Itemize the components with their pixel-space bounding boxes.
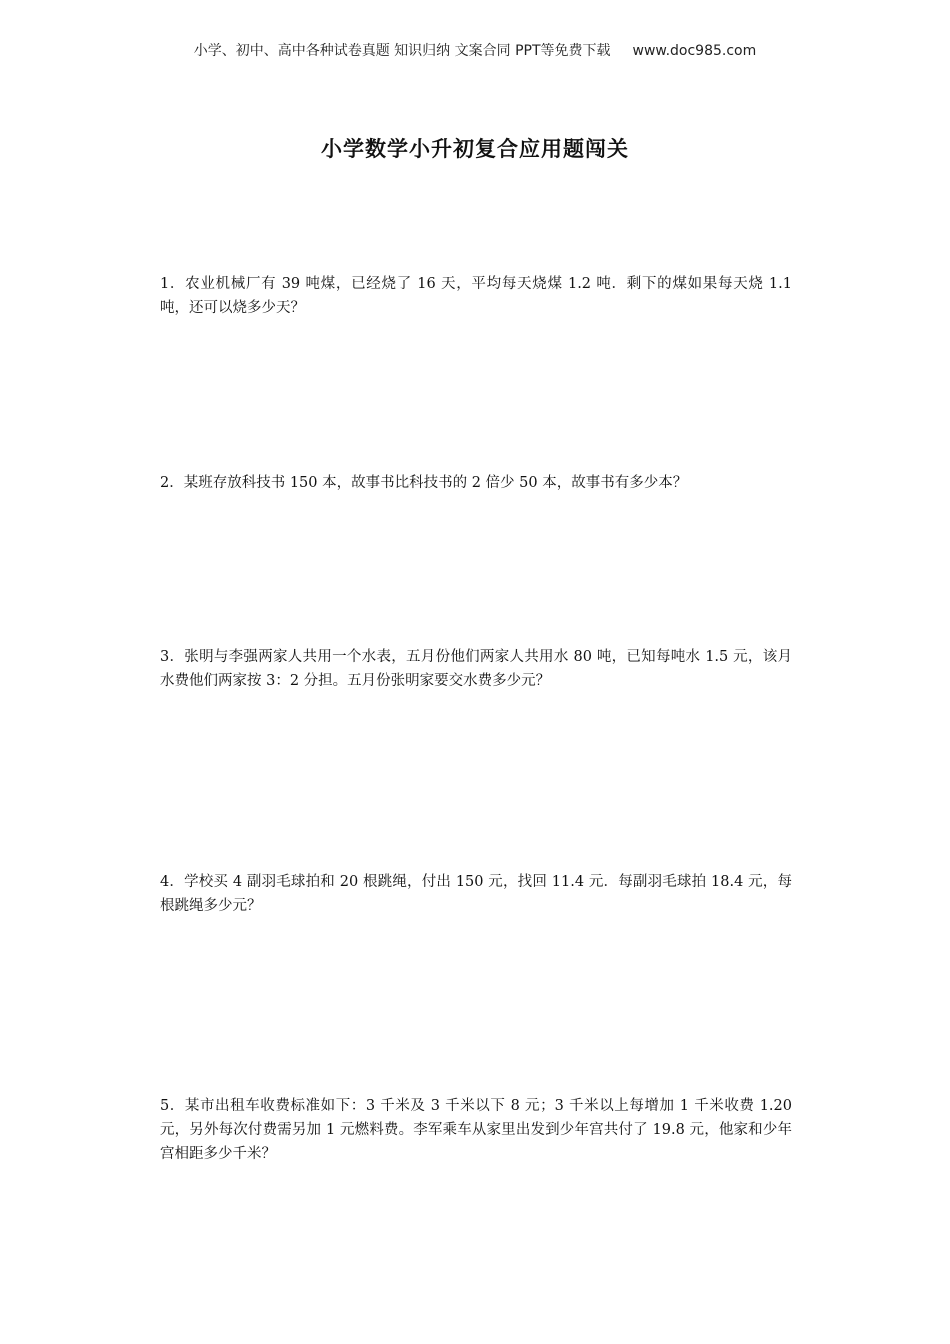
question-1: 1．农业机械厂有 39 吨煤，已经烧了 16 天，平均每天烧煤 1.2 吨．剩下的煤如果每天烧 1.1 吨，还可以烧多少天？ <box>160 276 792 316</box>
header-text: 小学、初中、高中各种试卷真题 知识归纳 文案合同 PPT等免费下载 <box>193 43 611 59</box>
question-2: 2．某班存放科技书 150 本，故事书比科技书的 2 倍少 50 本，故事书有多少本？ <box>160 475 688 491</box>
question-3: 3．张明与李强两家人共用一个水表，五月份他们两家人共用水 80 吨，已知每吨水 1.5 元，该月水费他们两家按 3：2 分担。五月份张明家要交水费多少元？ <box>160 649 792 689</box>
document-title: 小学数学小升初复合应用题闯关 <box>321 137 629 161</box>
page-header <box>0 40 950 60</box>
header-site-link[interactable]: www.doc985.com <box>632 43 757 59</box>
question-4: 4．学校买 4 副羽毛球拍和 20 根跳绳，付出 150 元，找回 11.4 元．每副羽毛球拍 18.4 元，每根跳绳多少元？ <box>160 874 792 914</box>
question-5: 5．某市出租车收费标准如下：3 千米及 3 千米以下 8 元；3 千米以上每增加 1 千米收费 1.20 元，另外每次付费需另加 1 元燃料费。李军乘车从家里出发到少年宫共付了 19.8 元，他家和少年宫相距多少千米？ <box>160 1098 792 1162</box>
